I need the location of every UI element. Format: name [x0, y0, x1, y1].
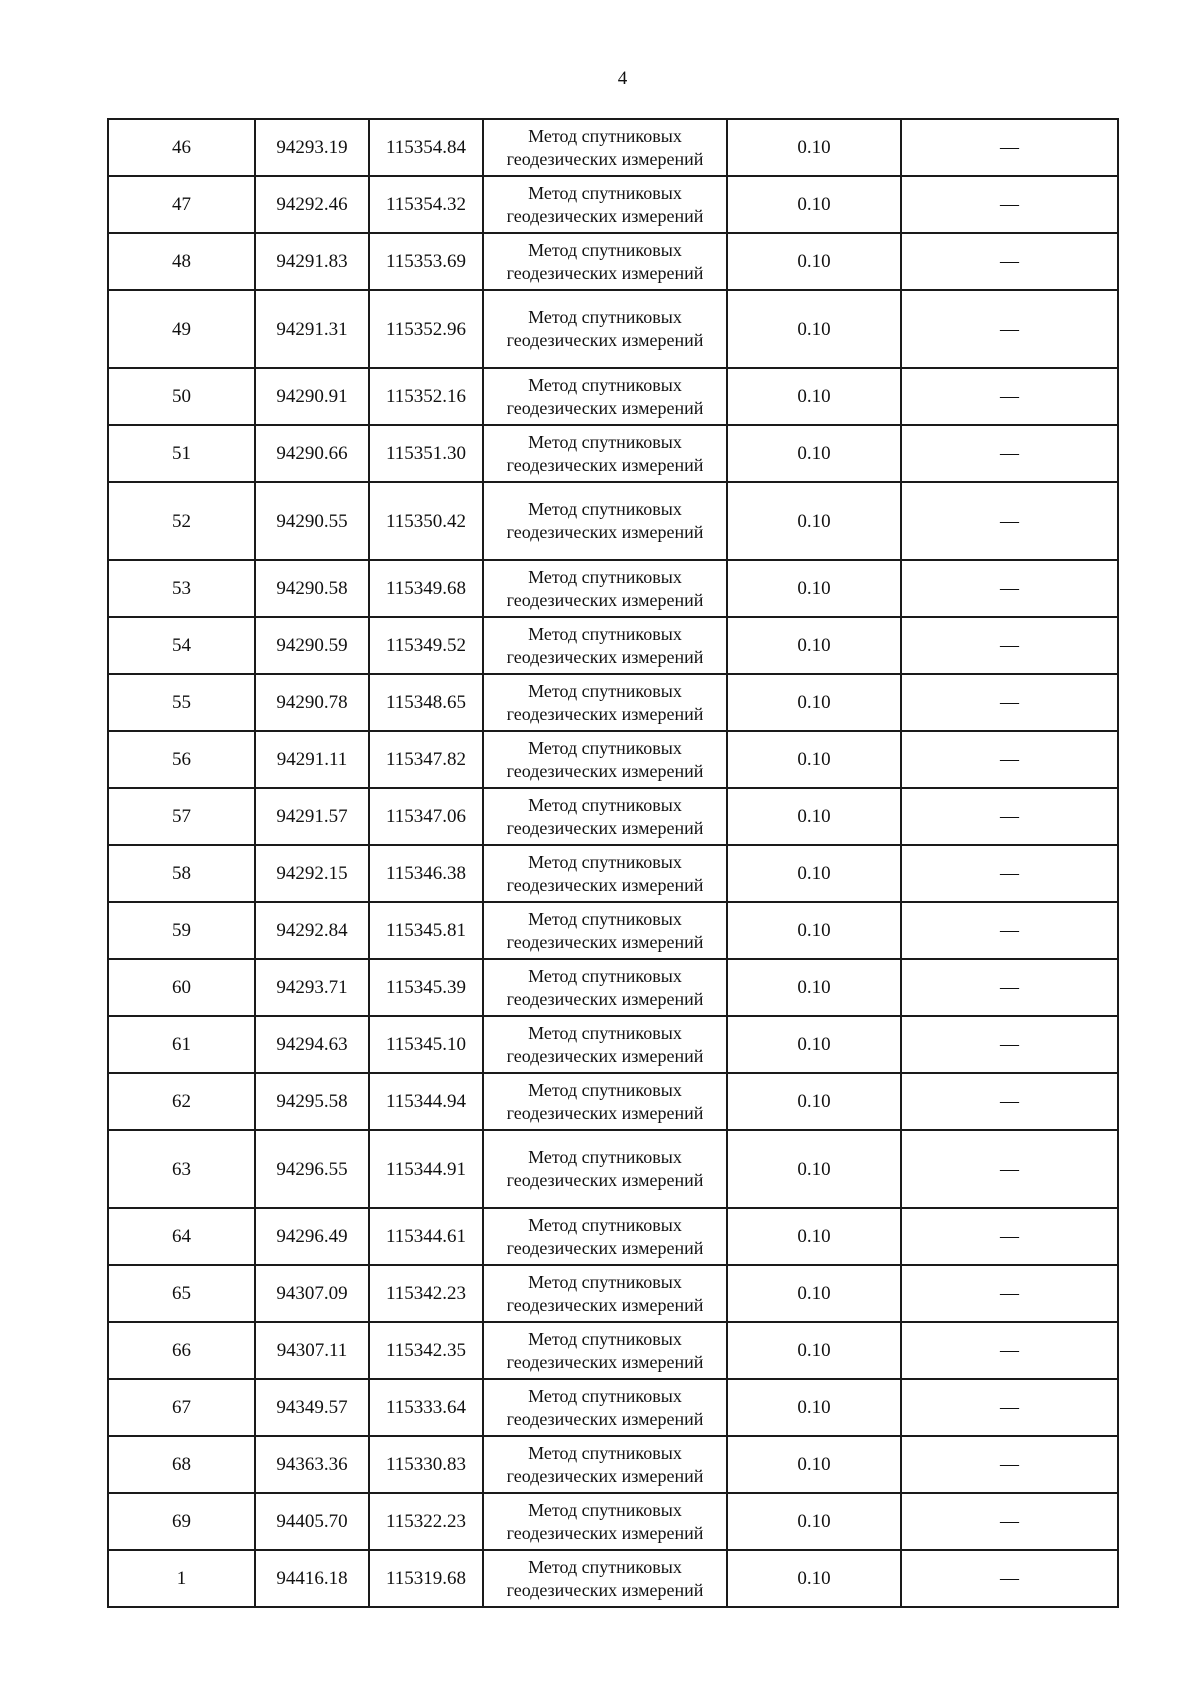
- coordinate-y-cell: 115351.30: [369, 425, 483, 482]
- table-row: [108, 560, 1118, 617]
- note-cell: —: [901, 1265, 1118, 1322]
- method-cell: Метод спутниковых геодезических измерений: [483, 1379, 727, 1436]
- method-cell: Метод спутниковых геодезических измерений: [483, 368, 727, 425]
- method-cell: Метод спутниковых геодезических измерений: [483, 1208, 727, 1265]
- coordinates-table: [107, 118, 1119, 1608]
- coordinate-y-cell: 115346.38: [369, 845, 483, 902]
- accuracy-cell: 0.10: [727, 845, 901, 902]
- accuracy-cell: 0.10: [727, 233, 901, 290]
- method-cell: Метод спутниковых геодезических измерений: [483, 959, 727, 1016]
- method-cell: Метод спутниковых геодезических измерений: [483, 1322, 727, 1379]
- accuracy-cell: 0.10: [727, 959, 901, 1016]
- accuracy-cell: 0.10: [727, 1379, 901, 1436]
- coordinate-y-cell: 115330.83: [369, 1436, 483, 1493]
- point-number-cell: 64: [108, 1208, 255, 1265]
- note-cell: —: [901, 1073, 1118, 1130]
- method-cell: Метод спутниковых геодезических измерений: [483, 1130, 727, 1208]
- coordinate-x-cell: 94307.09: [255, 1265, 369, 1322]
- coordinate-y-cell: 115345.39: [369, 959, 483, 1016]
- coordinate-x-cell: 94291.31: [255, 290, 369, 368]
- coordinate-y-cell: 115342.23: [369, 1265, 483, 1322]
- coordinate-y-cell: 115349.68: [369, 560, 483, 617]
- method-cell: Метод спутниковых геодезических измерений: [483, 902, 727, 959]
- coordinate-x-cell: 94292.46: [255, 176, 369, 233]
- coordinate-y-cell: 115352.96: [369, 290, 483, 368]
- point-number-cell: 61: [108, 1016, 255, 1073]
- accuracy-cell: 0.10: [727, 425, 901, 482]
- table-row: [108, 617, 1118, 674]
- coordinate-y-cell: 115347.82: [369, 731, 483, 788]
- method-cell: Метод спутниковых геодезических измерений: [483, 119, 727, 176]
- point-number-cell: 69: [108, 1493, 255, 1550]
- note-cell: —: [901, 119, 1118, 176]
- coordinate-x-cell: 94293.71: [255, 959, 369, 1016]
- point-number-cell: 51: [108, 425, 255, 482]
- point-number-cell: 63: [108, 1130, 255, 1208]
- table-row: [108, 1073, 1118, 1130]
- note-cell: —: [901, 482, 1118, 560]
- note-cell: —: [901, 1493, 1118, 1550]
- method-cell: Метод спутниковых геодезических измерений: [483, 1493, 727, 1550]
- coordinate-y-cell: 115353.69: [369, 233, 483, 290]
- point-number-cell: 57: [108, 788, 255, 845]
- coordinate-x-cell: 94405.70: [255, 1493, 369, 1550]
- coordinate-y-cell: 115333.64: [369, 1379, 483, 1436]
- point-number-cell: 65: [108, 1265, 255, 1322]
- coordinate-x-cell: 94292.84: [255, 902, 369, 959]
- method-cell: Метод спутниковых геодезических измерений: [483, 617, 727, 674]
- accuracy-cell: 0.10: [727, 1208, 901, 1265]
- table-row: [108, 1493, 1118, 1550]
- coordinate-x-cell: 94296.49: [255, 1208, 369, 1265]
- coordinate-x-cell: 94363.36: [255, 1436, 369, 1493]
- coordinate-y-cell: 115322.23: [369, 1493, 483, 1550]
- method-cell: Метод спутниковых геодезических измерений: [483, 788, 727, 845]
- accuracy-cell: 0.10: [727, 902, 901, 959]
- table-row: [108, 1436, 1118, 1493]
- accuracy-cell: 0.10: [727, 368, 901, 425]
- method-cell: Метод спутниковых геодезических измерений: [483, 560, 727, 617]
- coordinates-table-body: [108, 119, 1118, 1607]
- table-row: [108, 290, 1118, 368]
- note-cell: —: [901, 902, 1118, 959]
- accuracy-cell: 0.10: [727, 1436, 901, 1493]
- table-row: [108, 674, 1118, 731]
- table-row: [108, 731, 1118, 788]
- note-cell: —: [901, 1130, 1118, 1208]
- accuracy-cell: 0.10: [727, 1550, 901, 1607]
- note-cell: —: [901, 1322, 1118, 1379]
- coordinate-x-cell: 94290.59: [255, 617, 369, 674]
- method-cell: Метод спутниковых геодезических измерений: [483, 1550, 727, 1607]
- accuracy-cell: 0.10: [727, 674, 901, 731]
- note-cell: —: [901, 1016, 1118, 1073]
- table-row: [108, 845, 1118, 902]
- point-number-cell: 1: [108, 1550, 255, 1607]
- table-row: [108, 959, 1118, 1016]
- accuracy-cell: 0.10: [727, 119, 901, 176]
- point-number-cell: 59: [108, 902, 255, 959]
- point-number-cell: 46: [108, 119, 255, 176]
- point-number-cell: 62: [108, 1073, 255, 1130]
- accuracy-cell: 0.10: [727, 617, 901, 674]
- method-cell: Метод спутниковых геодезических измерений: [483, 845, 727, 902]
- coordinate-y-cell: 115354.32: [369, 176, 483, 233]
- coordinate-x-cell: 94290.66: [255, 425, 369, 482]
- point-number-cell: 60: [108, 959, 255, 1016]
- point-number-cell: 56: [108, 731, 255, 788]
- coordinate-x-cell: 94290.58: [255, 560, 369, 617]
- coordinate-y-cell: 115345.81: [369, 902, 483, 959]
- method-cell: Метод спутниковых геодезических измерений: [483, 1073, 727, 1130]
- point-number-cell: 53: [108, 560, 255, 617]
- note-cell: —: [901, 233, 1118, 290]
- accuracy-cell: 0.10: [727, 1322, 901, 1379]
- method-cell: Метод спутниковых геодезических измерений: [483, 425, 727, 482]
- table-row: [108, 902, 1118, 959]
- table-row: [108, 1016, 1118, 1073]
- note-cell: —: [901, 959, 1118, 1016]
- note-cell: —: [901, 1208, 1118, 1265]
- page-number: 4: [617, 68, 628, 89]
- method-cell: Метод спутниковых геодезических измерений: [483, 482, 727, 560]
- table-row: [108, 119, 1118, 176]
- table-row: [108, 1550, 1118, 1607]
- coordinate-y-cell: 115344.94: [369, 1073, 483, 1130]
- method-cell: Метод спутниковых геодезических измерений: [483, 1265, 727, 1322]
- method-cell: Метод спутниковых геодезических измерений: [483, 176, 727, 233]
- coordinate-x-cell: 94307.11: [255, 1322, 369, 1379]
- note-cell: —: [901, 617, 1118, 674]
- table-row: [108, 1130, 1118, 1208]
- table-row: [108, 482, 1118, 560]
- note-cell: —: [901, 731, 1118, 788]
- method-cell: Метод спутниковых геодезических измерений: [483, 674, 727, 731]
- coordinate-x-cell: 94290.91: [255, 368, 369, 425]
- coordinate-x-cell: 94292.15: [255, 845, 369, 902]
- accuracy-cell: 0.10: [727, 560, 901, 617]
- coordinate-x-cell: 94349.57: [255, 1379, 369, 1436]
- table-row: [108, 233, 1118, 290]
- point-number-cell: 58: [108, 845, 255, 902]
- coordinate-y-cell: 115344.91: [369, 1130, 483, 1208]
- coordinate-y-cell: 115342.35: [369, 1322, 483, 1379]
- accuracy-cell: 0.10: [727, 1493, 901, 1550]
- coordinate-y-cell: 115348.65: [369, 674, 483, 731]
- point-number-cell: 55: [108, 674, 255, 731]
- accuracy-cell: 0.10: [727, 290, 901, 368]
- coordinate-y-cell: 115352.16: [369, 368, 483, 425]
- note-cell: —: [901, 560, 1118, 617]
- note-cell: —: [901, 425, 1118, 482]
- coordinate-x-cell: 94291.57: [255, 788, 369, 845]
- accuracy-cell: 0.10: [727, 1016, 901, 1073]
- table-row: [108, 1379, 1118, 1436]
- note-cell: —: [901, 368, 1118, 425]
- coordinate-y-cell: 115319.68: [369, 1550, 483, 1607]
- point-number-cell: 47: [108, 176, 255, 233]
- method-cell: Метод спутниковых геодезических измерений: [483, 1436, 727, 1493]
- coordinate-x-cell: 94291.83: [255, 233, 369, 290]
- coordinate-y-cell: 115350.42: [369, 482, 483, 560]
- table-row: [108, 176, 1118, 233]
- accuracy-cell: 0.10: [727, 731, 901, 788]
- coordinate-x-cell: 94291.11: [255, 731, 369, 788]
- table-row: [108, 1208, 1118, 1265]
- accuracy-cell: 0.10: [727, 1073, 901, 1130]
- coordinate-x-cell: 94293.19: [255, 119, 369, 176]
- point-number-cell: 52: [108, 482, 255, 560]
- coordinate-y-cell: 115349.52: [369, 617, 483, 674]
- method-cell: Метод спутниковых геодезических измерений: [483, 233, 727, 290]
- point-number-cell: 68: [108, 1436, 255, 1493]
- point-number-cell: 49: [108, 290, 255, 368]
- table-row: [108, 788, 1118, 845]
- table-row: [108, 1265, 1118, 1322]
- note-cell: —: [901, 1550, 1118, 1607]
- method-cell: Метод спутниковых геодезических измерений: [483, 1016, 727, 1073]
- method-cell: Метод спутниковых геодезических измерений: [483, 290, 727, 368]
- point-number-cell: 48: [108, 233, 255, 290]
- point-number-cell: 67: [108, 1379, 255, 1436]
- note-cell: —: [901, 290, 1118, 368]
- accuracy-cell: 0.10: [727, 176, 901, 233]
- note-cell: —: [901, 788, 1118, 845]
- coordinate-x-cell: 94290.55: [255, 482, 369, 560]
- point-number-cell: 50: [108, 368, 255, 425]
- accuracy-cell: 0.10: [727, 1265, 901, 1322]
- point-number-cell: 54: [108, 617, 255, 674]
- coordinate-y-cell: 115344.61: [369, 1208, 483, 1265]
- table-row: [108, 368, 1118, 425]
- note-cell: —: [901, 1379, 1118, 1436]
- note-cell: —: [901, 845, 1118, 902]
- coordinate-x-cell: 94290.78: [255, 674, 369, 731]
- table-row: [108, 1322, 1118, 1379]
- note-cell: —: [901, 176, 1118, 233]
- method-cell: Метод спутниковых геодезических измерений: [483, 731, 727, 788]
- accuracy-cell: 0.10: [727, 482, 901, 560]
- coordinate-y-cell: 115347.06: [369, 788, 483, 845]
- coordinate-x-cell: 94296.55: [255, 1130, 369, 1208]
- coordinate-y-cell: 115354.84: [369, 119, 483, 176]
- coordinate-y-cell: 115345.10: [369, 1016, 483, 1073]
- accuracy-cell: 0.10: [727, 788, 901, 845]
- note-cell: —: [901, 1436, 1118, 1493]
- coordinate-x-cell: 94294.63: [255, 1016, 369, 1073]
- table-row: [108, 425, 1118, 482]
- coordinate-x-cell: 94295.58: [255, 1073, 369, 1130]
- accuracy-cell: 0.10: [727, 1130, 901, 1208]
- point-number-cell: 66: [108, 1322, 255, 1379]
- coordinate-x-cell: 94416.18: [255, 1550, 369, 1607]
- note-cell: —: [901, 674, 1118, 731]
